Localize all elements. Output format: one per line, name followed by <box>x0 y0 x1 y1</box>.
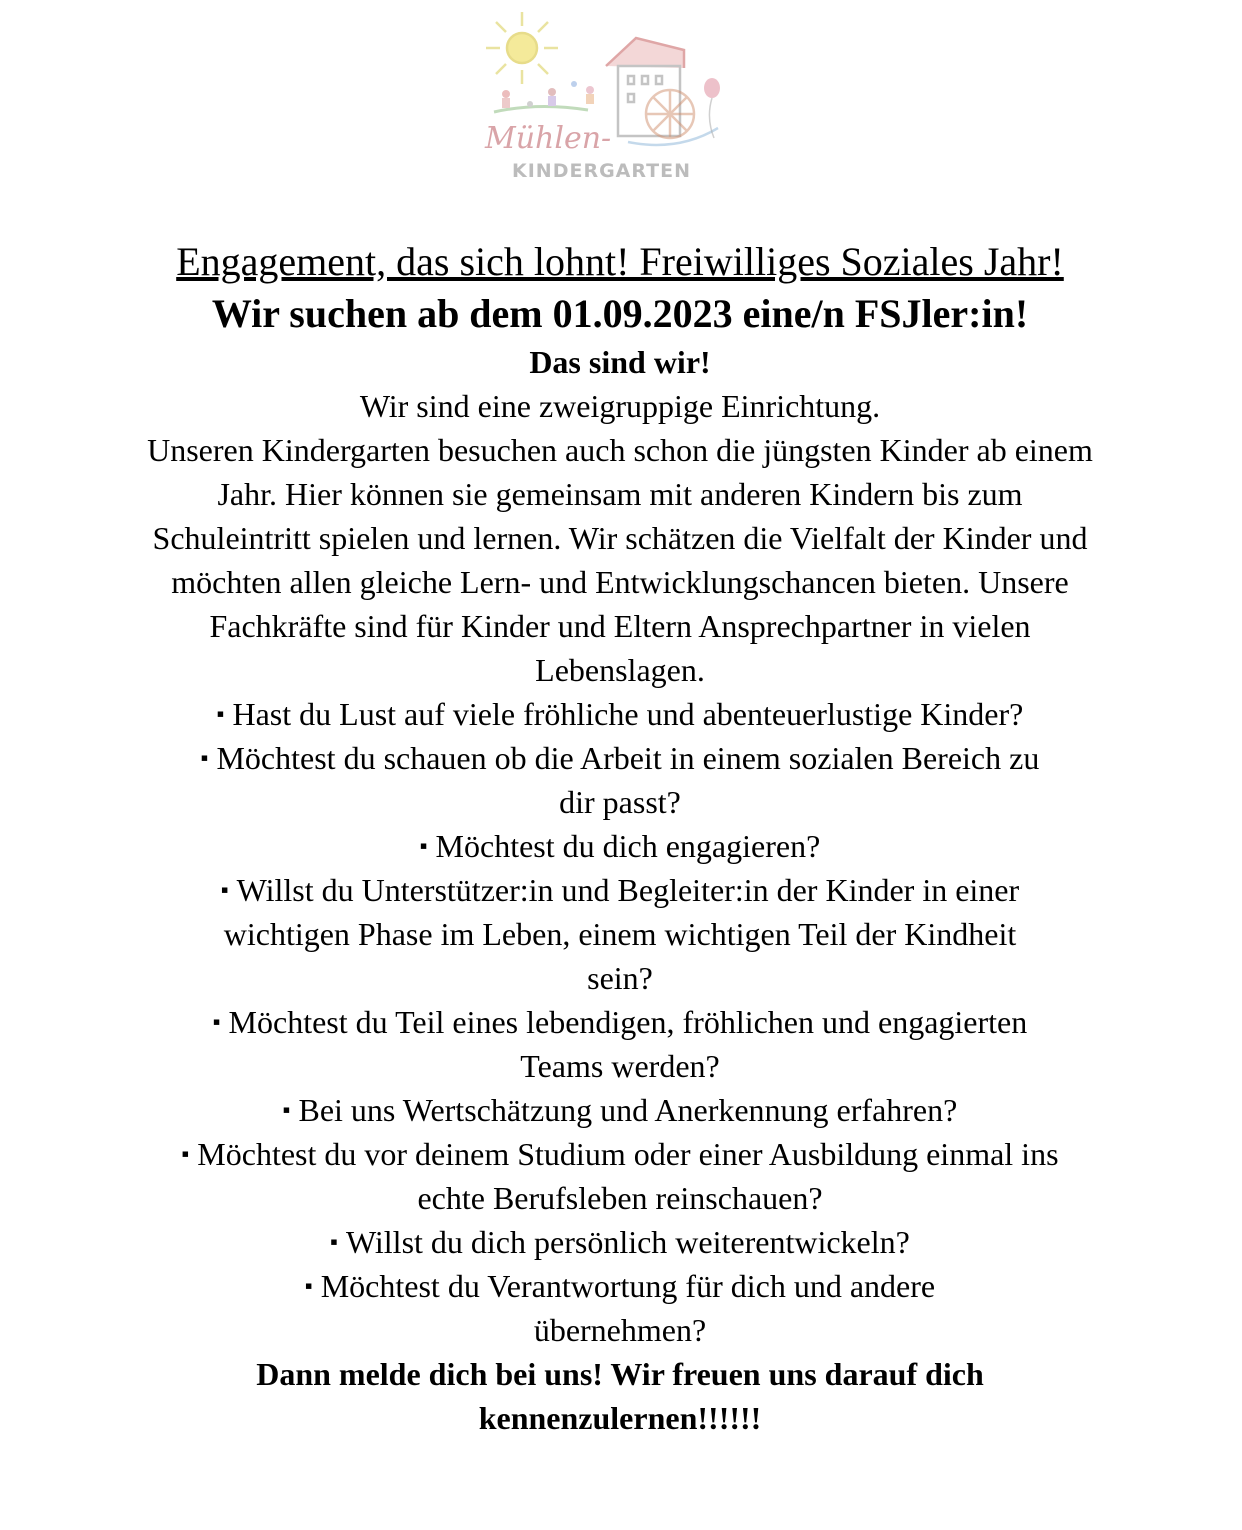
list-item-text: Hast du Lust auf viele fröhliche und abenteuerlustige Kinder? <box>232 696 1024 732</box>
list-item-text: Möchtest du Teil eines lebendigen, fröhlichen und engagierten Teams werden? <box>228 1004 1028 1084</box>
list-item-text: Möchtest du schauen ob die Arbeit in einem sozialen Bereich zu dir passt? <box>216 740 1040 820</box>
bullet-icon: ▪ <box>304 1273 313 1298</box>
page-title: Engagement, das sich lohnt! Freiwilliges Soziales Jahr! <box>176 239 1064 284</box>
logo-wordmark <box>478 8 734 188</box>
logo-word-kindergarten: KINDERGARTEN <box>512 160 691 182</box>
intro-text: Unseren Kindergarten besuchen auch schon die jüngsten Kinder ab einem Jahr. Hier können sie gemeinsam mit anderen Kindern bis zum Schuleintritt spielen und lernen. Wir schätzen die Vielfalt der Kinder und möchten allen gleiche Lern- und Entwicklungschancen bieten. Unsere Fachkräfte sind für Kinder und Eltern Ansprechpartner in vielen Lebenslagen. <box>147 432 1093 688</box>
list-item <box>200 868 1040 1000</box>
intro-heading: Das sind wir! <box>529 344 711 380</box>
list-item-text: Möchtest du dich engagieren? <box>435 828 821 864</box>
bullet-icon: ▪ <box>220 877 229 902</box>
list-item <box>120 824 1120 868</box>
bullet-icon: ▪ <box>330 1229 338 1254</box>
closing-text: Dann melde dich bei uns! Wir freuen uns darauf dich kennenzulernen!!!!!! <box>256 1356 984 1436</box>
list-item-text: Bei uns Wertschätzung und Anerkennung erfahren? <box>298 1092 958 1128</box>
headline: Wir suchen ab dem 01.09.2023 eine/n FSJler:in! <box>211 291 1029 336</box>
flyer-content <box>120 236 1120 1440</box>
list-item-text: Möchtest du Verantwortung für dich und andere übernehmen? <box>320 1268 936 1348</box>
list-item <box>210 1000 1030 1088</box>
bullet-icon: ▪ <box>216 701 225 726</box>
bullet-icon: ▪ <box>181 1141 190 1166</box>
intro-line: Wir sind eine zweigruppige Einrichtung. <box>359 388 881 424</box>
list-item <box>230 1264 1010 1352</box>
list-item-text: Möchtest du vor deinem Studium oder einer Ausbildung einmal ins echte Berufsleben reinschauen? <box>197 1136 1059 1216</box>
logo-word-muehlen: Mühlen- <box>485 121 612 156</box>
bullet-icon: ▪ <box>282 1097 291 1122</box>
list-item-text: Willst du Unterstützer:in und Begleiter:in der Kinder in einer wichtigen Phase im Leben, einem wichtigen Teil der Kindheit sein? <box>223 872 1020 996</box>
list-item-text: Willst du dich persönlich weiterentwickeln? <box>345 1224 910 1260</box>
bullet-icon: ▪ <box>419 833 428 858</box>
bullet-icon: ▪ <box>212 1009 221 1034</box>
list-item <box>170 1132 1070 1220</box>
bullet-icon: ▪ <box>200 745 209 770</box>
list-item <box>200 692 1040 736</box>
list-item <box>200 736 1040 824</box>
list-item <box>120 1088 1120 1132</box>
list-item <box>120 1220 1120 1264</box>
question-list <box>120 692 1120 1352</box>
